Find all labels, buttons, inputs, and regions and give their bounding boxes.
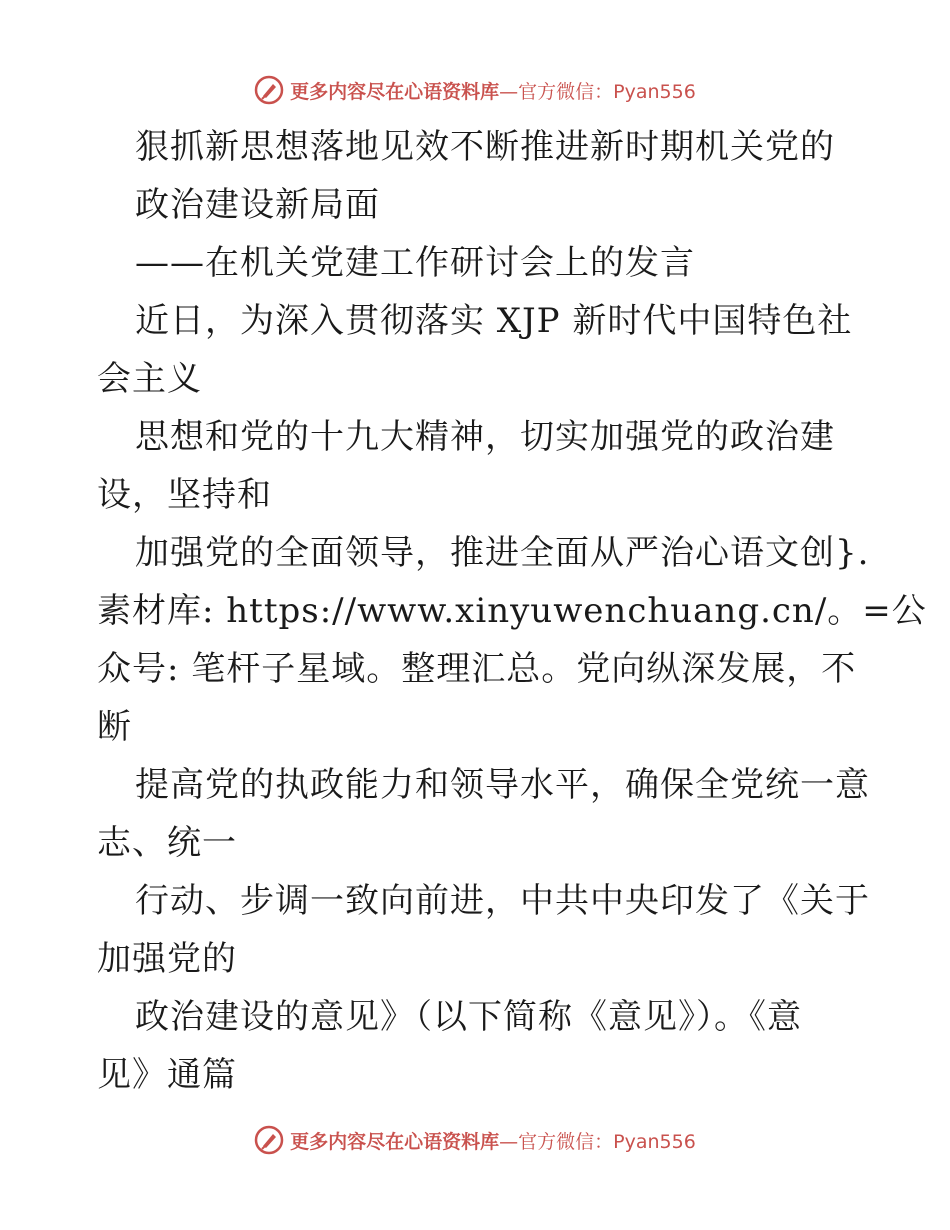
document-line: 思想和党的十九大精神，切实加强党的政治建 xyxy=(135,417,835,457)
footer-watermark xyxy=(0,1124,950,1156)
document-line: 行动、步调一致向前进，中共中央印发了《关于 xyxy=(135,881,870,921)
header-watermark xyxy=(0,74,950,106)
document-line: 狠抓新思想落地见效不断推进新时期机关党的 xyxy=(135,127,835,167)
document-line: 设，坚持和 xyxy=(97,475,272,515)
document-body xyxy=(97,118,927,1104)
document-line: 见》通篇 xyxy=(97,1055,237,1095)
watermark-main-text: 更多内容尽在心语资料库 xyxy=(290,1130,500,1153)
document-line: 加强党的全面领导，推进全面从严治心语文创}. xyxy=(135,533,870,573)
document-line: 提高党的执政能力和领导水平，确保全党统一意 xyxy=(135,765,870,805)
document-line: 近日，为深入贯彻落实 XJP 新时代中国特色社 xyxy=(135,301,853,341)
document-line: 加强党的 xyxy=(97,939,237,979)
watermark-main-text: 更多内容尽在心语资料库 xyxy=(290,80,500,103)
document-line: 断 xyxy=(97,707,132,747)
document-line: ——在机关党建工作研讨会上的发言 xyxy=(135,243,695,283)
ink-pen-seal-icon xyxy=(254,1125,284,1155)
ink-pen-seal-icon xyxy=(254,75,284,105)
document-line: 政治建设的意见》（以下简称《意见》）。《意 xyxy=(135,997,802,1037)
document-line: 众号: 笔杆子星域。整理汇总。党向纵深发展，不 xyxy=(97,649,857,689)
document-line: 政治建设新局面 xyxy=(135,185,380,225)
watermark-contact-text: —官方微信：Pyan556 xyxy=(499,80,696,103)
document-line: 会主义 xyxy=(97,359,202,399)
watermark-contact-text: —官方微信：Pyan556 xyxy=(499,1130,696,1153)
document-line: 素材库: https://www.xinyuwenchuang.cn/。=公 xyxy=(97,591,927,631)
document-line: 志、统一 xyxy=(97,823,237,863)
